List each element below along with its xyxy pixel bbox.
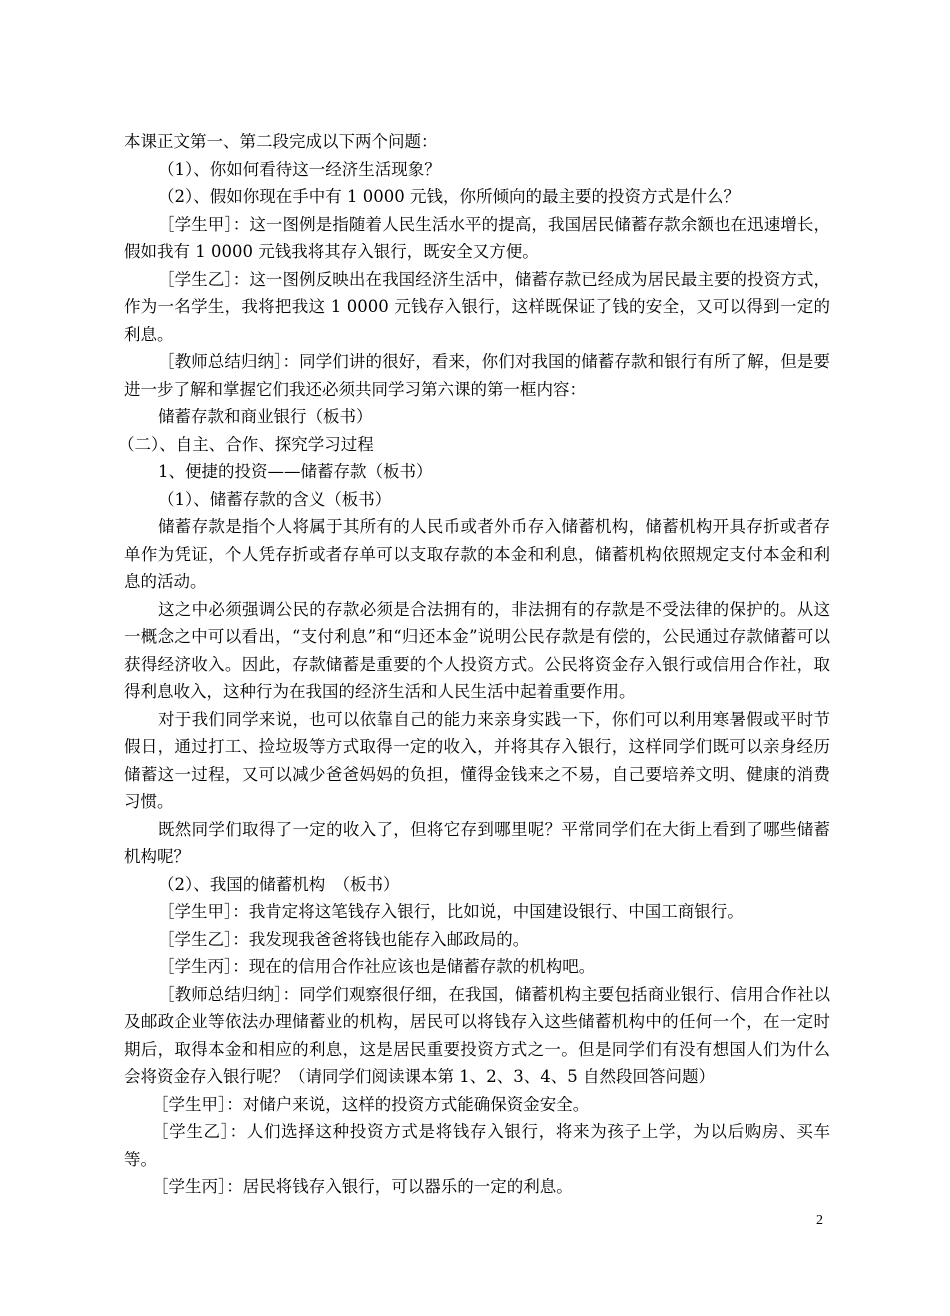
student-a-answer: ［学生甲］：这一图例是指随着人民生活水平的提高，我国居民储蓄存款余额也在迅速增长，假如我有 1 0000 元钱我将其存入银行，既安全又方便。 [124, 214, 830, 261]
student-b-answer-3: ［学生乙］：人们选择这种投资方式是将钱存入银行，将来为孩子上学，为以后购房、买车等。 [124, 1122, 830, 1169]
student-c-answer-2: ［学生丙］：居民将钱存入银行，可以器乐的一定的利息。 [152, 1177, 573, 1196]
question-1: （1）、你如何看待这一经济生活现象？ [158, 159, 441, 179]
practice-paragraph: 对于我们同学来说，也可以依靠自己的能力来亲身实践一下，你们可以利用寒暑假或平时节假日，通过打工、捡垃圾等方式取得一定的收入，并将其存入银行，这样同学们既可以亲身经历储蓄这一过程，又可以减少爸爸妈妈的负担，懂得金钱来之不易，自己要培养文明、健康的消费习惯。 [124, 709, 830, 811]
subsection-heading: 1、便捷的投资——储蓄存款（板书） [158, 462, 433, 481]
definition-paragraph: 储蓄存款是指个人将属于其所有的人民币或者外币存入储蓄机构，储蓄机构开具存折或者存单作为凭证，个人凭存折或者存单可以支取存款的本金和利息，储蓄机构依照规定支付本金和利息的活动。 [124, 517, 830, 591]
teacher-summary-2: ［教师总结归纳］：同学们观察很仔细，在我国，储蓄机构主要包括商业银行、信用合作社以及邮政企业等依法办理储蓄业的机构，居民可以将钱存入这些储蓄机构中的任何一个，在一定时期后，取得本金和相应的利息，这是居民重要投资方式之一。但是同学们有没有想国人们为什么会将资金存入银行呢？（请同学们阅读课本第 1、2、3、4、5 自然段回答问题） [124, 984, 830, 1086]
student-b-answer: ［学生乙］：这一图例反映出在我国经济生活中，储蓄存款已经成为居民最主要的投资方式，作为一名学生，我将把我这 1 0000 元钱存入银行，这样既保证了钱的安全，又可以得到一定的利息。 [124, 269, 830, 344]
student-c-answer: ［学生丙］：现在的信用合作社应该也是储蓄存款的机构吧。 [158, 957, 596, 976]
student-a-answer-3: ［学生甲］：对储户来说，这样的投资方式能确保资金安全。 [152, 1094, 590, 1114]
explanation-paragraph: 这之中必须强调公民的存款必须是合法拥有的，非法拥有的存款是不受法律的保护的。从这一概念之中可以看出，“支付利息”和“归还本金”说明公民存款是有偿的，公民通过存款储蓄可以获得经济收入。因此，存款储蓄是重要的个人投资方式。公民将资金存入银行或信用合作社，取得利息收入，这种行为在我国的经济生活和人民生活中起着重要作用。 [124, 599, 830, 701]
lesson-title: 储蓄存款和商业银行（板书） [158, 407, 373, 426]
teacher-summary: ［教师总结归纳］：同学们讲的很好，看来，你们对我国的储蓄存款和银行有所了解，但是要进一步了解和掌握它们我还必须共同学习第六课的第一框内容： [124, 352, 830, 399]
document-body [118, 128, 830, 1201]
subsubsection-heading: （1）、储蓄存款的含义（板书） [158, 489, 392, 509]
section-heading: （二）、自主、合作、探究学习过程 [118, 434, 374, 454]
page-number: 2 [816, 1213, 823, 1228]
institutions-heading: （2）、我国的储蓄机构 （板书） [158, 874, 400, 894]
question-paragraph: 既然同学们取得了一定的收入了，但将它存到哪里呢？平常同学们在大街上看到了哪些储蓄机构呢？ [124, 819, 830, 866]
question-2: （2）、假如你现在手中有 1 0000 元钱，你所倾向的最主要的投资方式是什么？ [158, 187, 740, 206]
student-b-answer-2: ［学生乙］：我发现我爸爸将钱也能存入邮政局的。 [158, 929, 530, 949]
student-a-answer-2: ［学生甲］：我肯定将这笔钱存入银行，比如说，中国建设银行、中国工商银行。 [158, 902, 744, 921]
intro-paragraph: 本课正文第一、第二段完成以下两个问题： [124, 132, 438, 151]
